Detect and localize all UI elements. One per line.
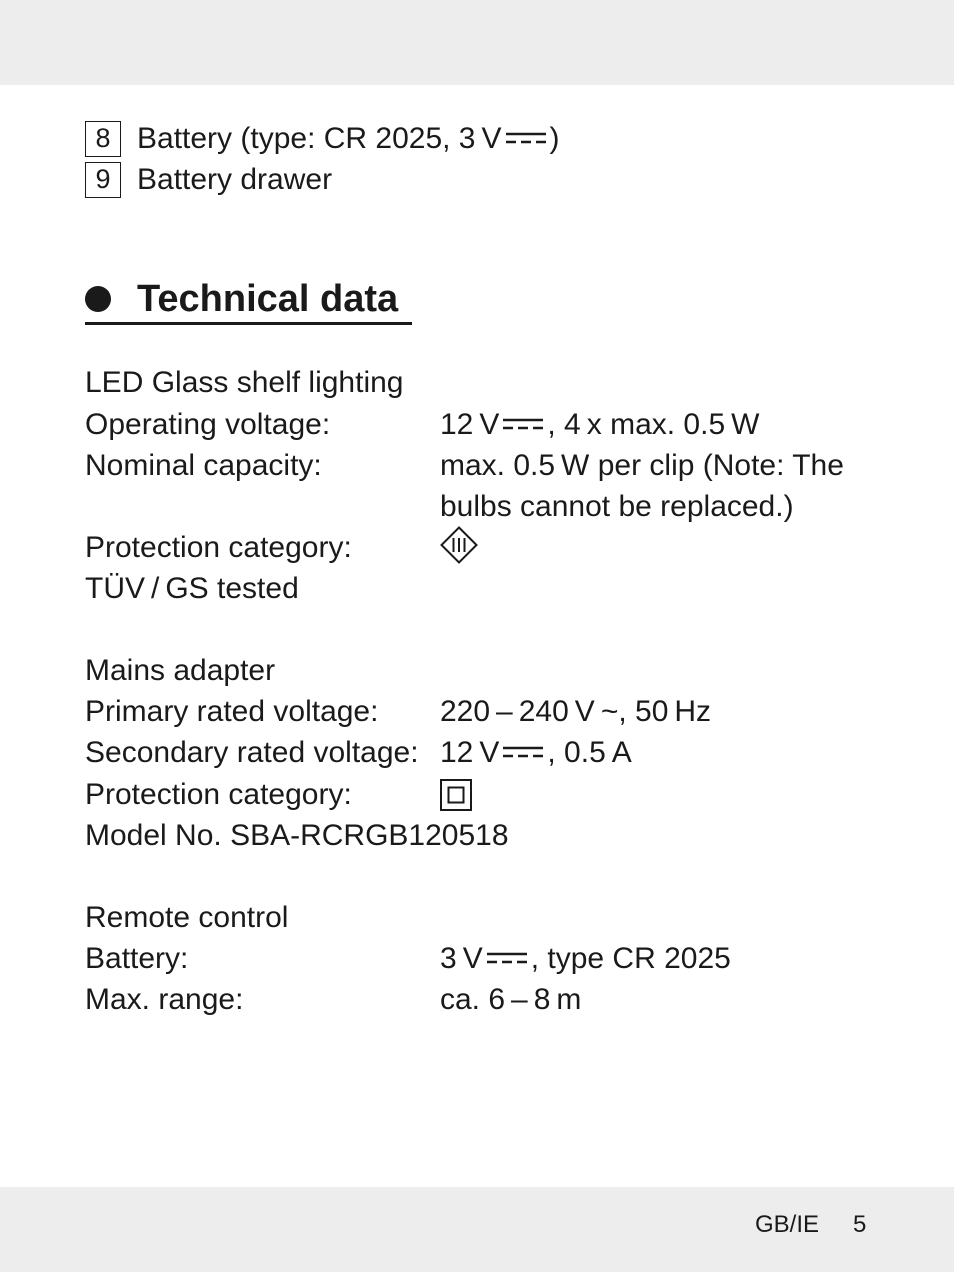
direct-current-icon (506, 131, 546, 145)
operating-voltage-value: 12 V , 4 x max. 0.5 W (440, 408, 760, 441)
max-range-label: Max. range: (85, 983, 244, 1016)
bullet-icon (85, 286, 111, 312)
direct-current-icon (487, 951, 527, 965)
heading-underline (85, 322, 412, 325)
part-number-badge: 8 (85, 121, 121, 157)
adapter-heading: Mains adapter (85, 654, 276, 687)
remote-heading: Remote control (85, 901, 289, 934)
led-heading: LED Glass shelf lighting (85, 366, 404, 399)
secondary-voltage-value: 12 V , 0.5 A (440, 736, 632, 769)
protection-class-ii-icon (440, 779, 472, 811)
secondary-voltage-label: Secondary rated voltage: (85, 736, 419, 769)
remote-battery-label: Battery: (85, 942, 189, 975)
part-label: Battery drawer (137, 163, 333, 196)
remote-battery-value: 3 V , type CR 2025 (440, 942, 731, 975)
part-label: Battery (type: CR 2025, 3 V ) (137, 122, 560, 155)
nominal-capacity-value-line2: bulbs cannot be replaced.) (440, 490, 794, 523)
direct-current-icon (503, 417, 543, 431)
section-heading (85, 276, 398, 322)
model-number: Model No. SBA-RCRGB120518 (85, 819, 509, 852)
nominal-capacity-label: Nominal capacity: (85, 449, 322, 482)
page-number: 5 (853, 1211, 867, 1238)
part-number-badge: 9 (85, 162, 121, 198)
adapter-protection-label: Protection category: (85, 778, 352, 811)
section-title: Technical data (137, 278, 399, 320)
top-band (0, 0, 954, 85)
primary-voltage-value: 220 – 240 V ~, 50 Hz (440, 695, 712, 728)
led-protection-label: Protection category: (85, 531, 352, 564)
operating-voltage-label: Operating voltage: (85, 408, 331, 441)
protection-class-iii-icon (440, 526, 478, 564)
max-range-value: ca. 6 – 8 m (440, 983, 582, 1016)
part-item-9 (85, 159, 332, 200)
nominal-capacity-value-line1: max. 0.5 W per clip (Note: The (440, 449, 844, 482)
direct-current-icon (503, 745, 543, 759)
part-item-8 (85, 118, 560, 159)
tested-label: TÜV / GS tested (85, 572, 299, 605)
footer-locale: GB/IE (755, 1211, 820, 1238)
primary-voltage-label: Primary rated voltage: (85, 695, 379, 728)
